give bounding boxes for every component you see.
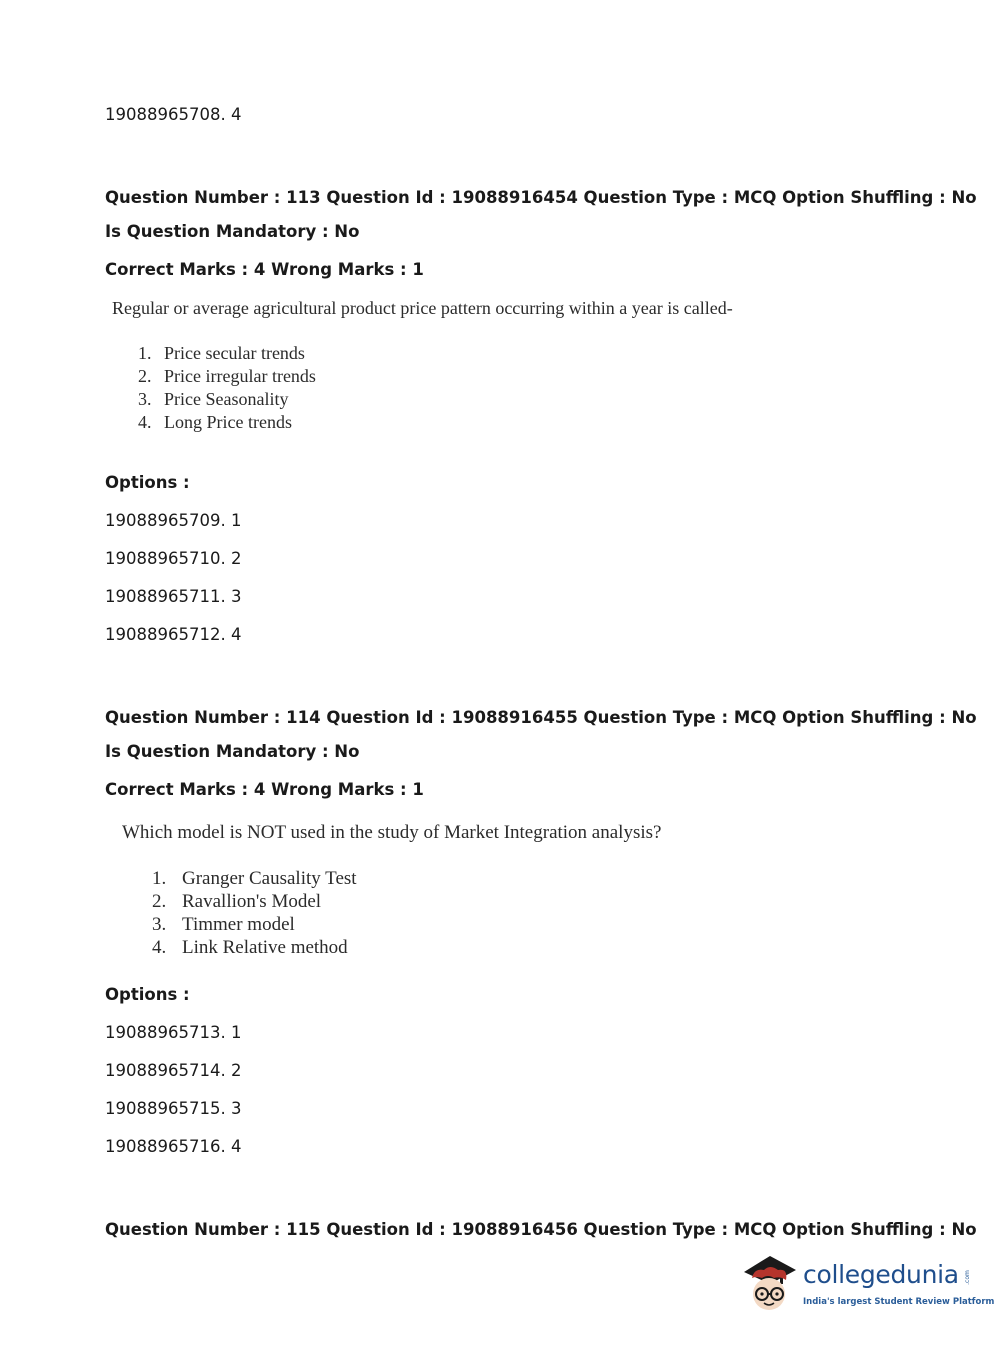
option-line: 19088965711. 3: [105, 587, 242, 606]
logo-wordmark: collegedunia: [803, 1260, 959, 1289]
question-header: Question Number : 114 Question Id : 19088916455 Question Type : MCQ Option Shuffling : No: [105, 708, 977, 727]
choice-text: Price irregular trends: [164, 366, 316, 386]
logo-suffix: .com: [963, 1270, 971, 1285]
options-label: Options :: [105, 985, 190, 1004]
choice-item: [152, 867, 357, 890]
graduate-cap-mascot-icon: [740, 1250, 800, 1320]
choice-text: Price Seasonality: [164, 389, 289, 409]
option-line: 19088965708. 4: [105, 105, 242, 124]
choice-text: Long Price trends: [164, 412, 292, 432]
collegedunia-logo: [740, 1250, 995, 1320]
question-marks: Correct Marks : 4 Wrong Marks : 1: [105, 780, 424, 799]
choice-text: Price secular trends: [164, 343, 305, 363]
options-label: Options :: [105, 473, 190, 492]
question-mandatory: Is Question Mandatory : No: [105, 742, 360, 761]
question-header: Question Number : 115 Question Id : 19088916456 Question Type : MCQ Option Shuffling : No: [105, 1220, 977, 1239]
choice-item: [152, 936, 357, 959]
choice-list: [152, 867, 357, 959]
choice-number: 2.: [138, 366, 152, 386]
question-mandatory: Is Question Mandatory : No: [105, 222, 360, 241]
logo-tagline: India's largest Student Review Platform: [803, 1297, 995, 1307]
choice-list: [138, 342, 316, 434]
choice-item: [138, 388, 316, 411]
option-line: 19088965709. 1: [105, 511, 242, 530]
choice-item: [138, 342, 316, 365]
choice-number: 3.: [138, 389, 152, 409]
choice-number: 4.: [138, 412, 152, 432]
choice-item: [138, 411, 316, 434]
choice-item: [152, 913, 357, 936]
option-line: 19088965716. 4: [105, 1137, 242, 1156]
choice-item: [152, 890, 357, 913]
option-line: 19088965715. 3: [105, 1099, 242, 1118]
choice-number: 2.: [152, 891, 167, 912]
question-stem: Regular or average agricultural product price pattern occurring within a year is called-: [112, 298, 733, 318]
option-line: 19088965714. 2: [105, 1061, 242, 1080]
choice-text: Granger Causality Test: [182, 868, 357, 889]
choice-text: Ravallion's Model: [182, 891, 322, 912]
choice-number: 1.: [138, 343, 152, 363]
option-line: 19088965710. 2: [105, 549, 242, 568]
question-header: Question Number : 113 Question Id : 19088916454 Question Type : MCQ Option Shuffling : No: [105, 188, 977, 207]
choice-text: Link Relative method: [182, 937, 348, 958]
choice-item: [138, 365, 316, 388]
choice-number: 1.: [152, 868, 167, 889]
choice-number: 3.: [152, 914, 167, 935]
question-marks: Correct Marks : 4 Wrong Marks : 1: [105, 260, 424, 279]
choice-text: Timmer model: [182, 914, 295, 935]
option-line: 19088965712. 4: [105, 625, 242, 644]
option-line: 19088965713. 1: [105, 1023, 242, 1042]
question-stem: Which model is NOT used in the study of Market Integration analysis?: [122, 822, 662, 843]
choice-number: 4.: [152, 937, 167, 958]
